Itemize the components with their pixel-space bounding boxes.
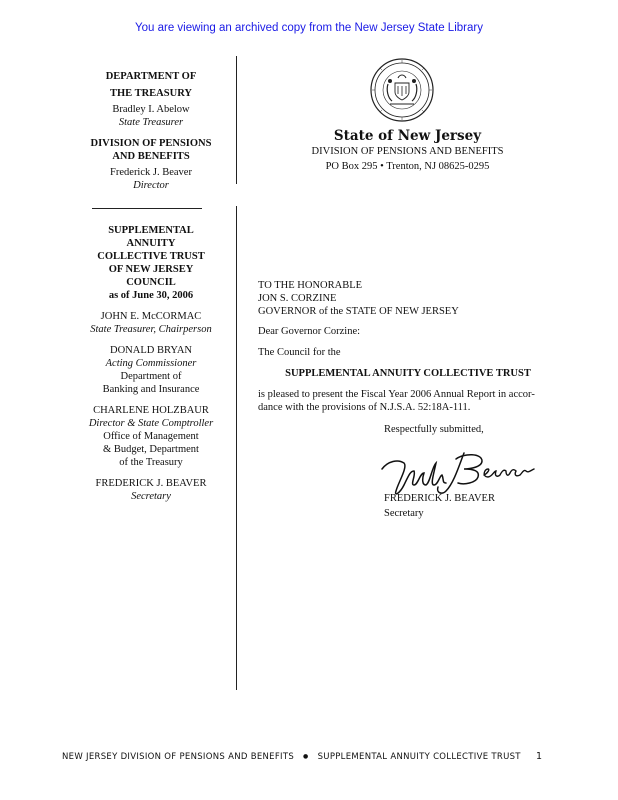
addressee-block	[258, 279, 558, 318]
footer-left: NEW JERSEY DIVISION OF PENSIONS AND BENEFITS	[62, 752, 295, 762]
council-line: ANNUITY	[126, 238, 176, 249]
signature-image	[372, 447, 552, 495]
division-line1: DIVISION OF PENSIONS	[90, 138, 212, 149]
letterhead-address: PO Box 295 • Trenton, NJ 08625-0295	[325, 161, 490, 172]
treasurer-name: Bradley I. Abelow	[112, 104, 190, 115]
director-title: Director	[133, 180, 169, 191]
member-org: Department of	[120, 371, 182, 382]
dept-line2: THE TREASURY	[109, 88, 192, 99]
member-name: JOHN E. McCORMAC	[100, 311, 202, 322]
page-number: 1	[536, 751, 543, 762]
member-org: Office of Management	[103, 431, 199, 442]
addressee-line: JON S. CORZINE	[258, 293, 337, 304]
body-line: is pleased to present the Fiscal Year 2006 Annual Report in accor-	[258, 389, 535, 400]
council-block	[70, 224, 232, 503]
state-seal-icon	[370, 58, 434, 122]
archive-notice: You are viewing an archived copy from the New Jersey State Library	[135, 22, 483, 34]
treasurer-title: State Treasurer	[118, 117, 184, 128]
member-role: State Treasurer, Chairperson	[90, 324, 212, 335]
intro-line: The Council for the	[258, 347, 341, 358]
member-org: Banking and Insurance	[102, 384, 200, 395]
division-line2: AND BENEFITS	[112, 151, 190, 162]
member-name: DONALD BRYAN	[110, 345, 192, 356]
council-line: SUPPLEMENTAL	[108, 225, 194, 236]
member-role: Director & State Comptroller	[88, 418, 214, 429]
footer-bullet: ●	[303, 753, 309, 760]
dept-line1: DEPARTMENT OF	[105, 71, 197, 82]
page-footer	[62, 752, 562, 762]
divider-lower	[236, 206, 237, 690]
treasury-block	[70, 70, 232, 192]
member-org: of the Treasury	[119, 457, 183, 468]
member-role: Acting Commissioner	[105, 358, 197, 369]
member-role: Secretary	[131, 491, 171, 502]
body-line: dance with the provisions of N.J.S.A. 52:18A-111.	[258, 402, 471, 413]
council-line: COUNCIL	[126, 277, 176, 288]
sidebar-divider	[92, 208, 202, 209]
member-name: CHARLENE HOLZBAUR	[93, 405, 209, 416]
trust-name: SUPPLEMENTAL ANNUITY COLLECTIVE TRUST	[285, 368, 531, 379]
addressee-line: TO THE HONORABLE	[258, 280, 363, 291]
member-org: & Budget, Department	[103, 444, 199, 455]
signer-title: Secretary	[384, 508, 424, 519]
state-title: State of New Jersey	[333, 128, 482, 144]
member-name: FREDERICK J. BEAVER	[95, 478, 207, 489]
closing: Respectfully submitted,	[384, 424, 484, 435]
body-paragraph	[258, 388, 558, 414]
director-name: Frederick J. Beaver	[110, 167, 192, 178]
footer-right: SUPPLEMENTAL ANNUITY COLLECTIVE TRUST	[317, 752, 521, 762]
salutation: Dear Governor Corzine:	[258, 326, 361, 337]
letterhead-division: DIVISION OF PENSIONS AND BENEFITS	[311, 146, 504, 157]
signer-name: FREDERICK J. BEAVER	[384, 493, 495, 504]
divider-upper	[236, 56, 237, 184]
council-date: as of June 30, 2006	[108, 290, 194, 301]
council-line: OF NEW JERSEY	[108, 264, 194, 275]
addressee-line: GOVERNOR of the STATE OF NEW JERSEY	[258, 306, 459, 317]
council-line: COLLECTIVE TRUST	[97, 251, 205, 262]
